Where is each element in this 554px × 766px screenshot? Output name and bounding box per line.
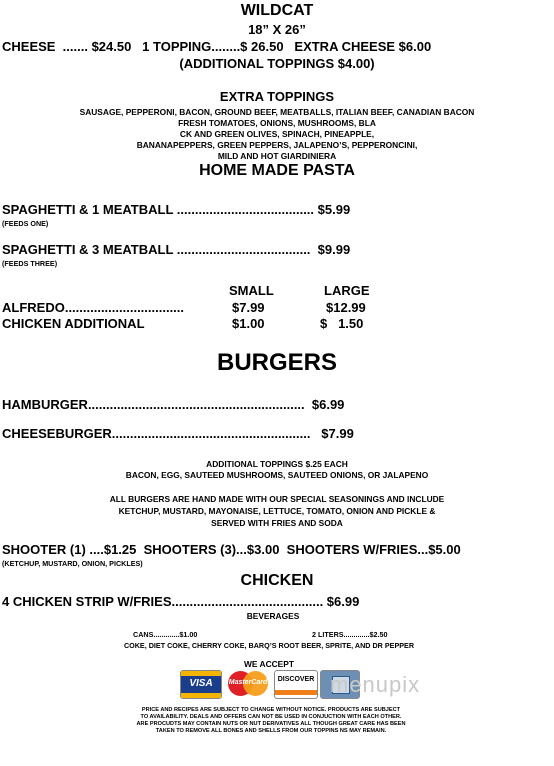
pasta-item-1-note: (FEEDS ONE) bbox=[2, 219, 49, 228]
wildcat-price-line: CHEESE ....... $24.50 1 TOPPING........$ 26.50 EXTRA CHEESE $6.00 bbox=[2, 39, 432, 54]
we-accept-title: WE ACCEPT bbox=[244, 659, 294, 669]
cheeseburger-item: CHEESEBURGER....................................................... $7.99 bbox=[2, 426, 354, 441]
pasta-item-1: SPAGHETTI & 1 MEATBALL ...................................... $5.99 bbox=[2, 202, 351, 217]
wildcat-title: WILDCAT bbox=[240, 2, 314, 19]
burger-toppings-line: BACON, EGG, SAUTEED MUSHROOMS, SAUTEED ONIONS, OR JALAPENO bbox=[125, 470, 429, 480]
extra-toppings-line: BANANAPEPPERS, GREEN PEPPERS, JALAPENO’S, PEPPERONCINI, bbox=[136, 140, 418, 150]
mastercard-label: MasterCard bbox=[228, 679, 268, 686]
extra-toppings-line: CK AND GREEN OLIVES, SPINACH, PINEAPPLE, bbox=[179, 129, 375, 139]
burger-description-line: KETCHUP, MUSTARD, MAYONAISE, LETTUCE, TOMATO, ONION AND PICKLE & bbox=[118, 506, 436, 516]
chicken-additional-small-price: $1.00 bbox=[232, 316, 265, 331]
alfredo-small-price: $7.99 bbox=[232, 300, 265, 315]
burger-description-line: ALL BURGERS ARE HAND MADE WITH OUR SPECIAL SEASONINGS AND INCLUDE bbox=[109, 494, 445, 504]
discover-label: DISCOVER bbox=[277, 676, 315, 683]
mastercard-icon bbox=[226, 670, 270, 697]
chicken-additional-large-price: $ 1.50 bbox=[320, 316, 364, 331]
alfredo-large-price: $12.99 bbox=[326, 300, 366, 315]
extra-toppings-line: FRESH TOMATOES, ONIONS, MUSHROOMS, BLA bbox=[178, 118, 376, 128]
hamburger-item: HAMBURGER............................................................ $6.99 bbox=[2, 397, 345, 412]
extra-toppings-line: MILD AND HOT GIARDINIERA bbox=[217, 151, 337, 161]
pasta-col-large: LARGE bbox=[324, 283, 370, 298]
chicken-additional-label: CHICKEN ADDITIONAL bbox=[2, 316, 145, 331]
chicken-title: CHICKEN bbox=[240, 572, 314, 589]
beverages-title: BEVERAGES bbox=[246, 611, 300, 621]
discover-card-icon bbox=[274, 670, 318, 699]
beverages-list: COKE, DIET COKE, CHERRY COKE, BARQ’S ROOT BEER, SPRITE, AND DR PEPPER bbox=[123, 641, 415, 650]
disclaimer-line: ARE PROCUDTS MAY CONTAIN NUTS OR NUT DERIVATIVES ALL THOUGH GREAT CARE HAS BEEN bbox=[136, 721, 406, 727]
shooters-note: (KETCHUP, MUSTARD, ONION, PICKLES) bbox=[2, 559, 143, 568]
visa-label: VISA bbox=[189, 678, 213, 689]
alfredo-label: ALFREDO................................. bbox=[2, 300, 185, 315]
beverages-liters-price: 2 LITERS.............$2.50 bbox=[312, 630, 388, 639]
pasta-col-small: SMALL bbox=[229, 283, 274, 298]
beverages-cans-price: CANS.............$1.00 bbox=[133, 630, 198, 639]
visa-card-icon bbox=[180, 670, 222, 699]
wildcat-size: 18” X 26” bbox=[248, 22, 306, 37]
extra-toppings-line: SAUSAGE, PEPPERONI, BACON, GROUND BEEF, MEATBALLS, ITALIAN BEEF, CANADIAN BACON bbox=[79, 107, 475, 117]
burger-description-line: SERVED WITH FRIES AND SODA bbox=[211, 518, 343, 528]
disclaimer-line: TO AVAILABILITY. DEALS AND OFFERS CAN NOT BE USED IN CONJUCTION WITH EACH OTHER. bbox=[140, 714, 402, 720]
chicken-strip-item: 4 CHICKEN STRIP W/FRIES.......................................... $6.99 bbox=[2, 594, 360, 609]
pasta-item-2: SPAGHETTI & 3 MEATBALL ..................................... $9.99 bbox=[2, 242, 351, 257]
menupix-watermark: menupix bbox=[330, 672, 421, 697]
extra-toppings-title: EXTRA TOPPINGS bbox=[219, 89, 335, 104]
pasta-title: HOME MADE PASTA bbox=[199, 162, 355, 179]
wildcat-additional: (ADDITIONAL TOPPINGS $4.00) bbox=[179, 56, 375, 71]
pasta-item-2-note: (FEEDS THREE) bbox=[2, 259, 58, 268]
shooters-line: SHOOTER (1) ....$1.25 SHOOTERS (3)...$3.00 SHOOTERS W/FRIES...$5.00 bbox=[2, 542, 461, 557]
burgers-title: BURGERS bbox=[216, 349, 337, 376]
disclaimer-line: PRICE AND RECIPES ARE SUBJECT TO CHANGE WITHOUT NOTICE. PRODUCTS ARE SUBJECT bbox=[141, 707, 401, 713]
disclaimer-line: TAKEN TO REMOVE ALL BONES AND SHELLS FROM OUR TOPPINS NS MAY REMAIN. bbox=[155, 728, 387, 734]
burger-toppings-title: ADDITIONAL TOPPINGS $.25 EACH bbox=[206, 459, 348, 469]
